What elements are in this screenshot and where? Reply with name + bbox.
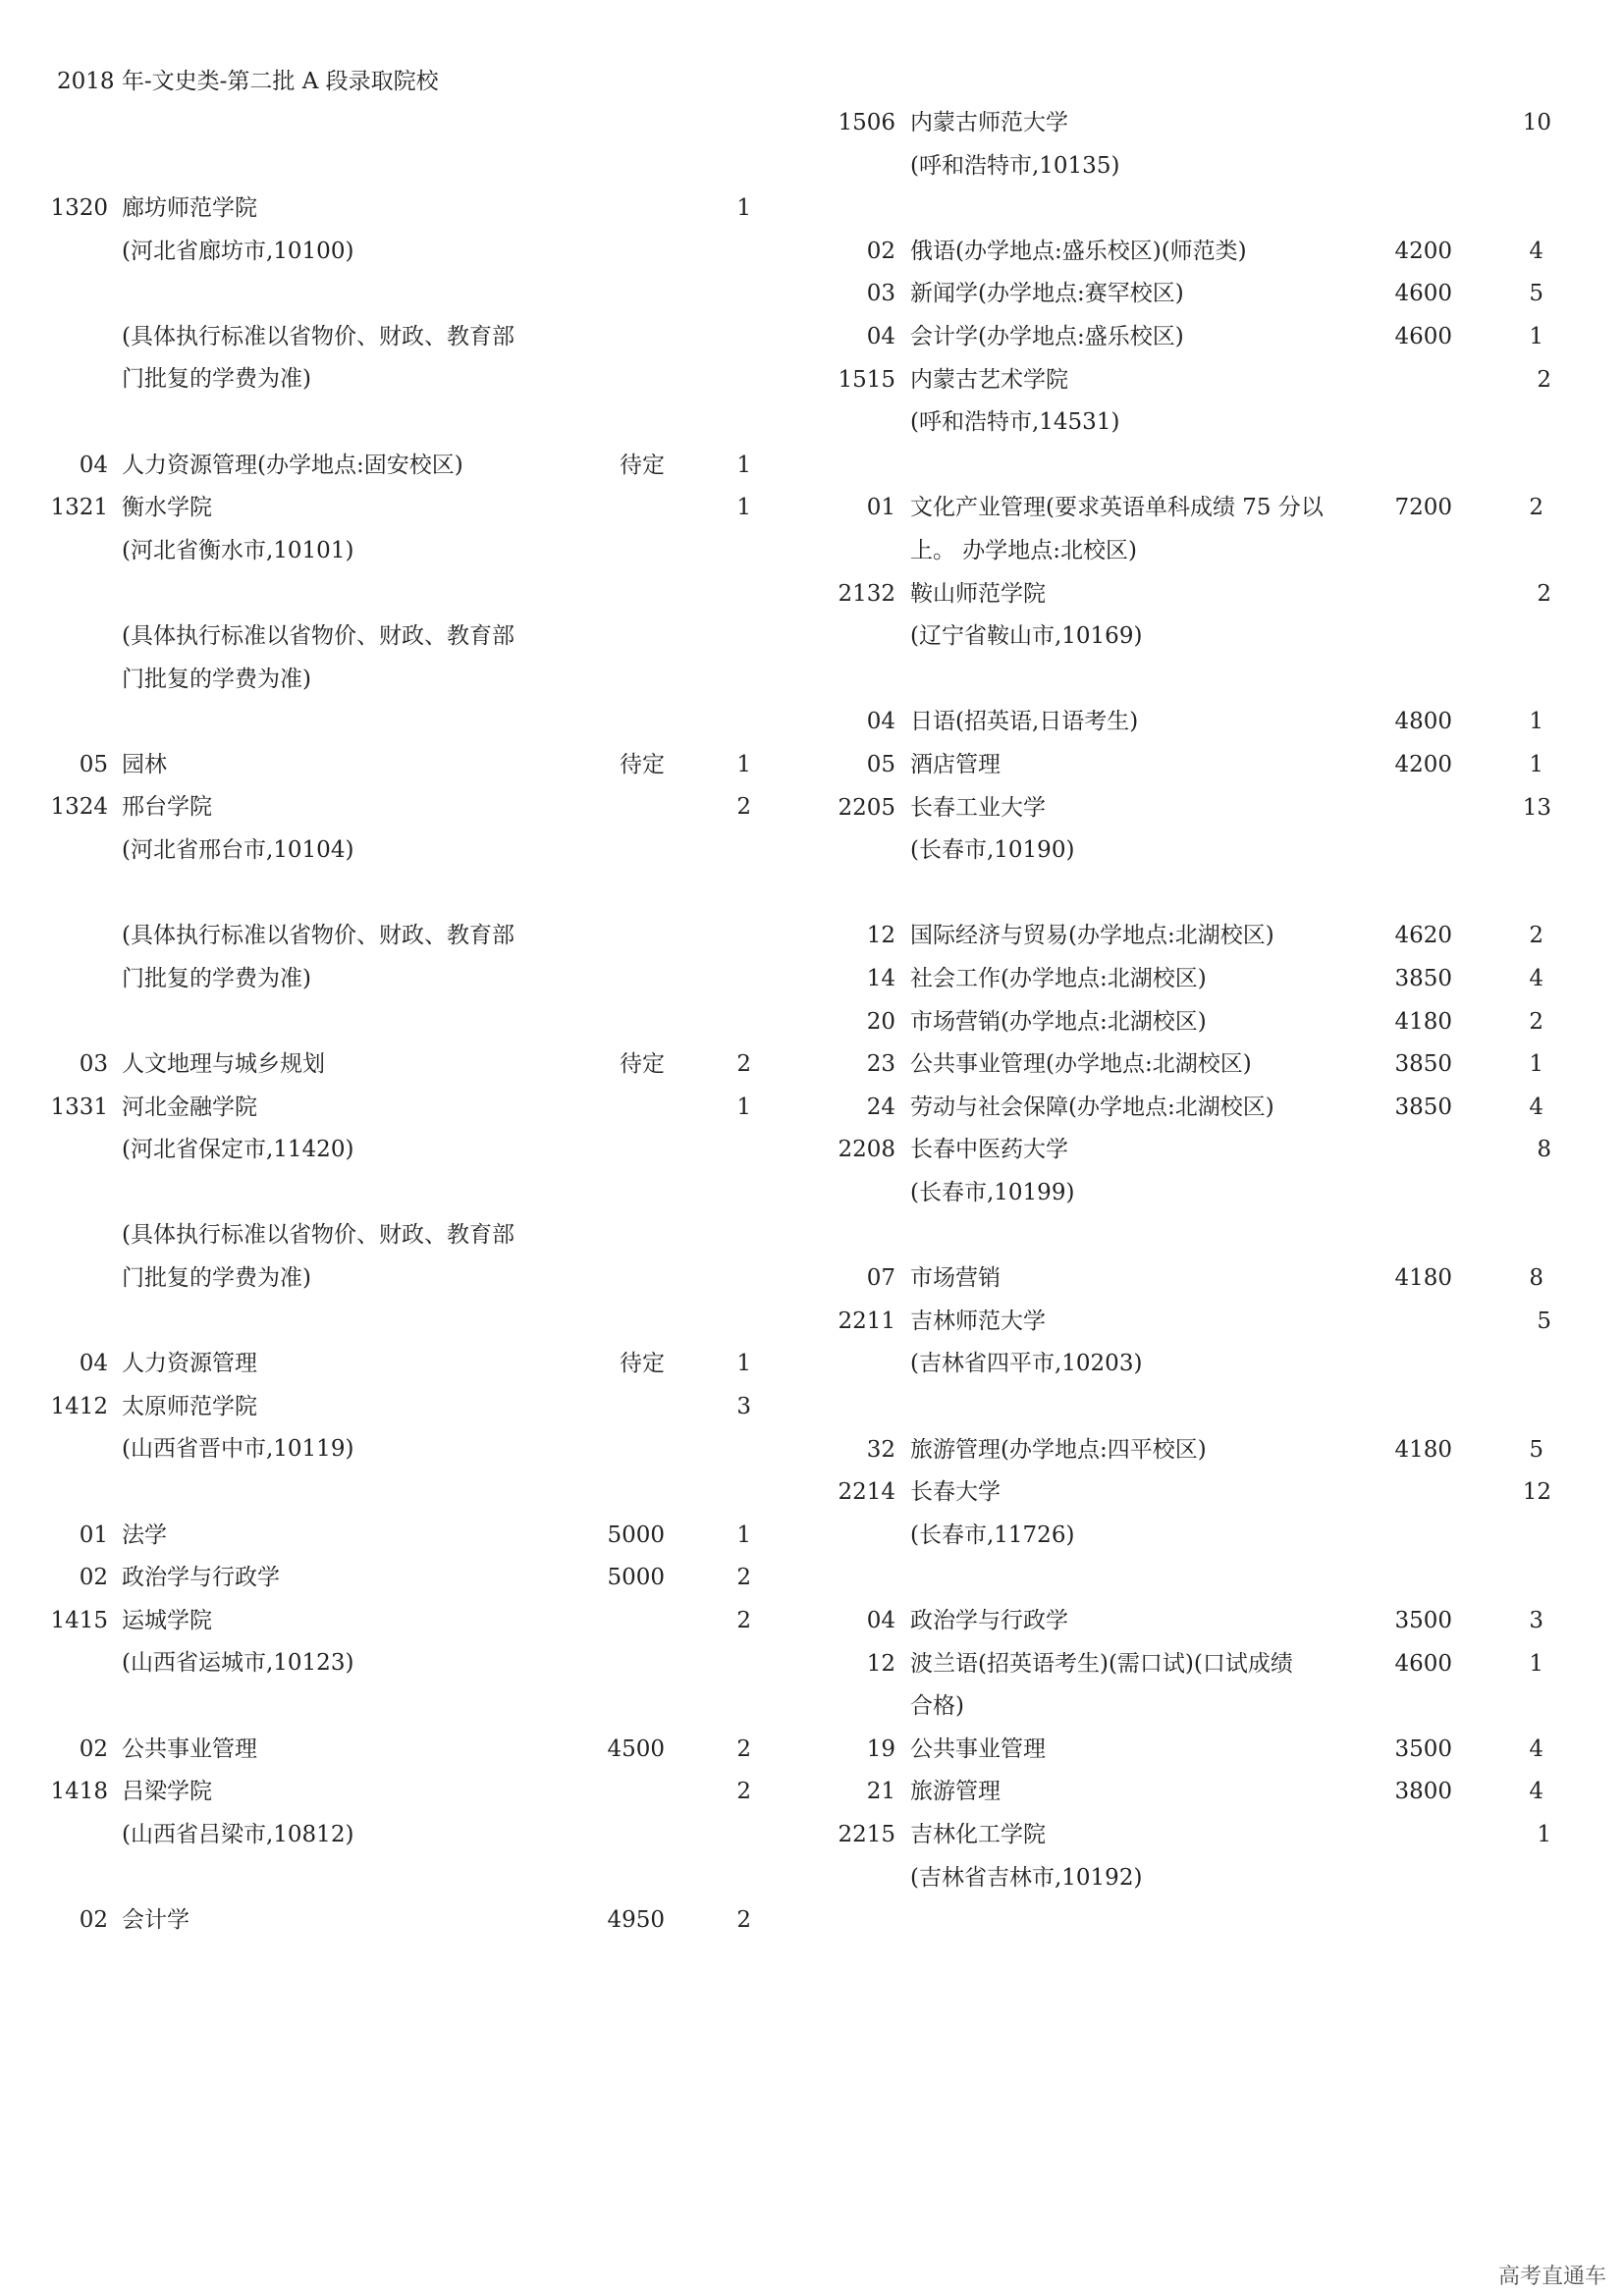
- major-fee: 3850: [1394, 1051, 1452, 1078]
- school-code: 1415: [50, 1607, 108, 1633]
- major-fee: 4600: [1394, 281, 1452, 307]
- major-fee: 4200: [1394, 238, 1452, 264]
- school-name: 太原师范学院: [122, 1393, 257, 1419]
- major-name: 政治学与行政学: [122, 1565, 280, 1591]
- major-name: 波兰语(招英语考生)(需口试)(口试成绩: [910, 1650, 1293, 1677]
- major-fee: 4950: [607, 1907, 665, 1933]
- major-name: 新闻学(办学地点:赛罕校区): [910, 281, 1184, 307]
- major-fee: 3500: [1394, 1608, 1452, 1633]
- major-count: 1: [1529, 752, 1543, 777]
- major-count: 2: [1529, 495, 1543, 521]
- major-fee: 3850: [1394, 966, 1452, 991]
- major-name-cont: 上。 办学地点:北校区): [910, 538, 1138, 563]
- major-code: 03: [866, 281, 895, 307]
- major-fee: 4800: [1394, 709, 1452, 735]
- major-code: 04: [79, 1351, 108, 1377]
- school-code: 2215: [838, 1822, 895, 1847]
- school-code: 2214: [838, 1479, 895, 1506]
- major-name: 酒店管理: [910, 752, 1001, 777]
- major-count: 1: [1529, 1051, 1543, 1078]
- school-note: 门批复的学费为准): [122, 666, 311, 692]
- school-plan: 10: [1522, 110, 1551, 135]
- major-name: 旅游管理(办学地点:四平校区): [910, 1436, 1207, 1463]
- major-fee: 4500: [607, 1735, 665, 1762]
- school-location: (辽宁省鞍山市,10169): [910, 623, 1143, 650]
- major-fee: 4200: [1394, 752, 1452, 777]
- school-code: 1331: [50, 1094, 108, 1120]
- major-fee: 5000: [607, 1565, 665, 1591]
- school-plan: 5: [1537, 1308, 1551, 1334]
- major-code: 12: [866, 1650, 895, 1677]
- major-fee: 待定: [620, 751, 665, 777]
- major-fee: 4600: [1394, 1650, 1452, 1677]
- major-code: 24: [866, 1094, 895, 1120]
- major-count: 1: [1529, 709, 1543, 735]
- major-code: 01: [79, 1522, 108, 1548]
- major-name: 社会工作(办学地点:北湖校区): [910, 966, 1207, 991]
- major-count: 1: [736, 1351, 751, 1377]
- school-plan: 2: [736, 794, 751, 821]
- school-plan: 1: [736, 495, 751, 521]
- school-code: 1324: [50, 794, 108, 821]
- major-count: 5: [1529, 1436, 1543, 1463]
- major-name: 公共事业管理(办学地点:北湖校区): [910, 1051, 1252, 1078]
- major-count: 5: [1529, 281, 1543, 307]
- major-count: 2: [736, 1907, 751, 1933]
- major-count: 1: [1529, 1650, 1543, 1677]
- major-code: 20: [866, 1008, 895, 1035]
- major-code: 12: [866, 923, 895, 949]
- major-name: 会计学: [122, 1907, 189, 1933]
- major-code: 02: [866, 238, 895, 264]
- major-name: 文化产业管理(要求英语单科成绩 75 分以: [910, 495, 1324, 521]
- major-name: 园林: [122, 751, 167, 777]
- school-plan: 12: [1522, 1479, 1551, 1506]
- major-count: 4: [1529, 1094, 1543, 1120]
- school-code: 1506: [838, 110, 895, 135]
- major-count: 4: [1529, 1779, 1543, 1805]
- major-name: 劳动与社会保障(办学地点:北湖校区): [910, 1094, 1274, 1120]
- school-location: (长春市,10199): [910, 1180, 1075, 1205]
- school-code: 1412: [50, 1393, 108, 1419]
- major-code: 07: [866, 1265, 895, 1292]
- major-count: 3: [1529, 1608, 1543, 1633]
- school-name: 吉林化工学院: [910, 1822, 1046, 1847]
- school-code: 2211: [838, 1308, 895, 1334]
- school-name: 鞍山师范学院: [910, 580, 1046, 607]
- major-name: 旅游管理: [910, 1779, 1001, 1805]
- major-code: 03: [79, 1051, 108, 1077]
- major-count: 1: [736, 452, 751, 478]
- major-count: 4: [1529, 238, 1543, 264]
- major-code: 04: [866, 709, 895, 735]
- major-name: 市场营销: [910, 1265, 1001, 1292]
- school-location: (河北省邢台市,10104): [122, 837, 354, 863]
- school-note: (具体执行标准以省物价、财政、教育部: [122, 623, 514, 649]
- major-code: 05: [866, 752, 895, 777]
- school-location: (山西省吕梁市,10812): [122, 1821, 354, 1847]
- major-code: 02: [79, 1735, 108, 1762]
- school-code: 1321: [50, 495, 108, 521]
- major-fee: 3500: [1394, 1735, 1452, 1762]
- major-count: 1: [1529, 324, 1543, 349]
- watermark: 高考直通车: [1497, 2265, 1606, 2289]
- major-fee: 4180: [1394, 1436, 1452, 1463]
- school-name: 长春大学: [910, 1479, 1001, 1506]
- major-count: 1: [736, 751, 751, 777]
- major-name: 人力资源管理: [122, 1351, 257, 1377]
- major-code: 04: [866, 1608, 895, 1633]
- major-name: 公共事业管理: [910, 1735, 1046, 1762]
- major-count: 4: [1529, 966, 1543, 991]
- school-plan: 8: [1537, 1137, 1551, 1163]
- school-plan: 3: [736, 1393, 751, 1419]
- school-note: 门批复的学费为准): [122, 965, 311, 991]
- school-note: 门批复的学费为准): [122, 366, 311, 393]
- major-count: 2: [736, 1051, 751, 1077]
- school-location: (河北省衡水市,10101): [122, 537, 354, 563]
- major-code: 21: [866, 1779, 895, 1805]
- major-name: 人力资源管理(办学地点:固安校区): [122, 452, 463, 478]
- major-name: 俄语(办学地点:盛乐校区)(师范类): [910, 238, 1247, 264]
- school-plan: 1: [736, 195, 751, 221]
- school-code: 2205: [838, 794, 895, 821]
- major-fee: 待定: [620, 1351, 665, 1377]
- school-plan: 2: [736, 1607, 751, 1633]
- school-code: 2208: [838, 1137, 895, 1163]
- major-count: 1: [736, 1522, 751, 1548]
- major-fee: 4600: [1394, 324, 1452, 349]
- school-note: (具体执行标准以省物价、财政、教育部: [122, 323, 514, 349]
- major-fee: 待定: [620, 1051, 665, 1077]
- school-name: 衡水学院: [122, 495, 212, 521]
- major-code: 32: [866, 1436, 895, 1463]
- school-location: (山西省运城市,10123): [122, 1650, 354, 1677]
- major-fee: 4620: [1394, 923, 1452, 949]
- school-code: 1515: [838, 366, 895, 393]
- school-name: 内蒙古师范大学: [910, 110, 1068, 135]
- major-fee: 4180: [1394, 1008, 1452, 1035]
- school-note: (具体执行标准以省物价、财政、教育部: [122, 923, 514, 949]
- major-name: 人文地理与城乡规划: [122, 1051, 325, 1077]
- school-location: (吉林省吉林市,10192): [910, 1864, 1143, 1891]
- school-plan: 1: [736, 1094, 751, 1120]
- school-name: 邢台学院: [122, 794, 212, 821]
- major-count: 4: [1529, 1735, 1543, 1762]
- major-fee: 待定: [620, 452, 665, 478]
- school-location: (长春市,11726): [910, 1522, 1075, 1548]
- school-code: 2132: [838, 580, 895, 607]
- major-count: 2: [736, 1565, 751, 1591]
- major-fee: 3800: [1394, 1779, 1452, 1805]
- major-name: 日语(招英语,日语考生): [910, 709, 1139, 735]
- school-name: 河北金融学院: [122, 1094, 257, 1120]
- major-name: 国际经济与贸易(办学地点:北湖校区): [910, 923, 1274, 949]
- major-name: 公共事业管理: [122, 1735, 257, 1762]
- school-plan: 2: [736, 1779, 751, 1805]
- school-location: (呼和浩特市,14531): [910, 409, 1120, 436]
- school-plan: 1: [1537, 1822, 1551, 1847]
- school-name: 吕梁学院: [122, 1779, 212, 1805]
- major-code: 04: [79, 452, 108, 478]
- school-location: (山西省晋中市,10119): [122, 1436, 354, 1463]
- school-name: 廊坊师范学院: [122, 195, 257, 221]
- school-plan: 2: [1537, 366, 1551, 393]
- major-code: 23: [866, 1051, 895, 1078]
- major-code: 02: [79, 1907, 108, 1933]
- major-count: 8: [1529, 1265, 1543, 1292]
- major-code: 04: [866, 324, 895, 349]
- page-title: 2018 年-文史类-第二批 A 段录取院校: [57, 69, 439, 94]
- major-count: 2: [1529, 1008, 1543, 1035]
- major-code: 14: [866, 966, 895, 991]
- school-location: (吉林省四平市,10203): [910, 1351, 1143, 1377]
- school-plan: 2: [1537, 580, 1551, 607]
- school-location: (河北省廊坊市,10100): [122, 238, 354, 264]
- school-name: 吉林师范大学: [910, 1308, 1046, 1334]
- major-code: 02: [79, 1565, 108, 1591]
- school-code: 1418: [50, 1779, 108, 1805]
- major-fee: 3850: [1394, 1094, 1452, 1120]
- major-name: 市场营销(办学地点:北湖校区): [910, 1008, 1207, 1035]
- school-plan: 13: [1522, 794, 1551, 821]
- school-location: (长春市,10190): [910, 837, 1075, 864]
- major-fee: 5000: [607, 1522, 665, 1548]
- major-count: 2: [1529, 923, 1543, 949]
- school-name: 长春中医药大学: [910, 1137, 1068, 1163]
- major-fee: 7200: [1394, 495, 1452, 521]
- major-name: 政治学与行政学: [910, 1608, 1068, 1633]
- school-code: 1320: [50, 195, 108, 221]
- school-name: 内蒙古艺术学院: [910, 366, 1068, 393]
- major-name: 法学: [122, 1522, 167, 1548]
- school-note: 门批复的学费为准): [122, 1265, 311, 1291]
- school-note: (具体执行标准以省物价、财政、教育部: [122, 1222, 514, 1249]
- major-fee: 4180: [1394, 1265, 1452, 1292]
- major-count: 2: [736, 1735, 751, 1762]
- major-name: 会计学(办学地点:盛乐校区): [910, 324, 1184, 349]
- major-code: 19: [866, 1735, 895, 1762]
- school-location: (呼和浩特市,10135): [910, 152, 1120, 179]
- major-code: 05: [79, 751, 108, 777]
- school-name: 运城学院: [122, 1607, 212, 1633]
- major-code: 01: [866, 495, 895, 521]
- school-name: 长春工业大学: [910, 794, 1046, 821]
- major-name-cont: 合格): [910, 1693, 964, 1720]
- school-location: (河北省保定市,11420): [122, 1137, 354, 1163]
